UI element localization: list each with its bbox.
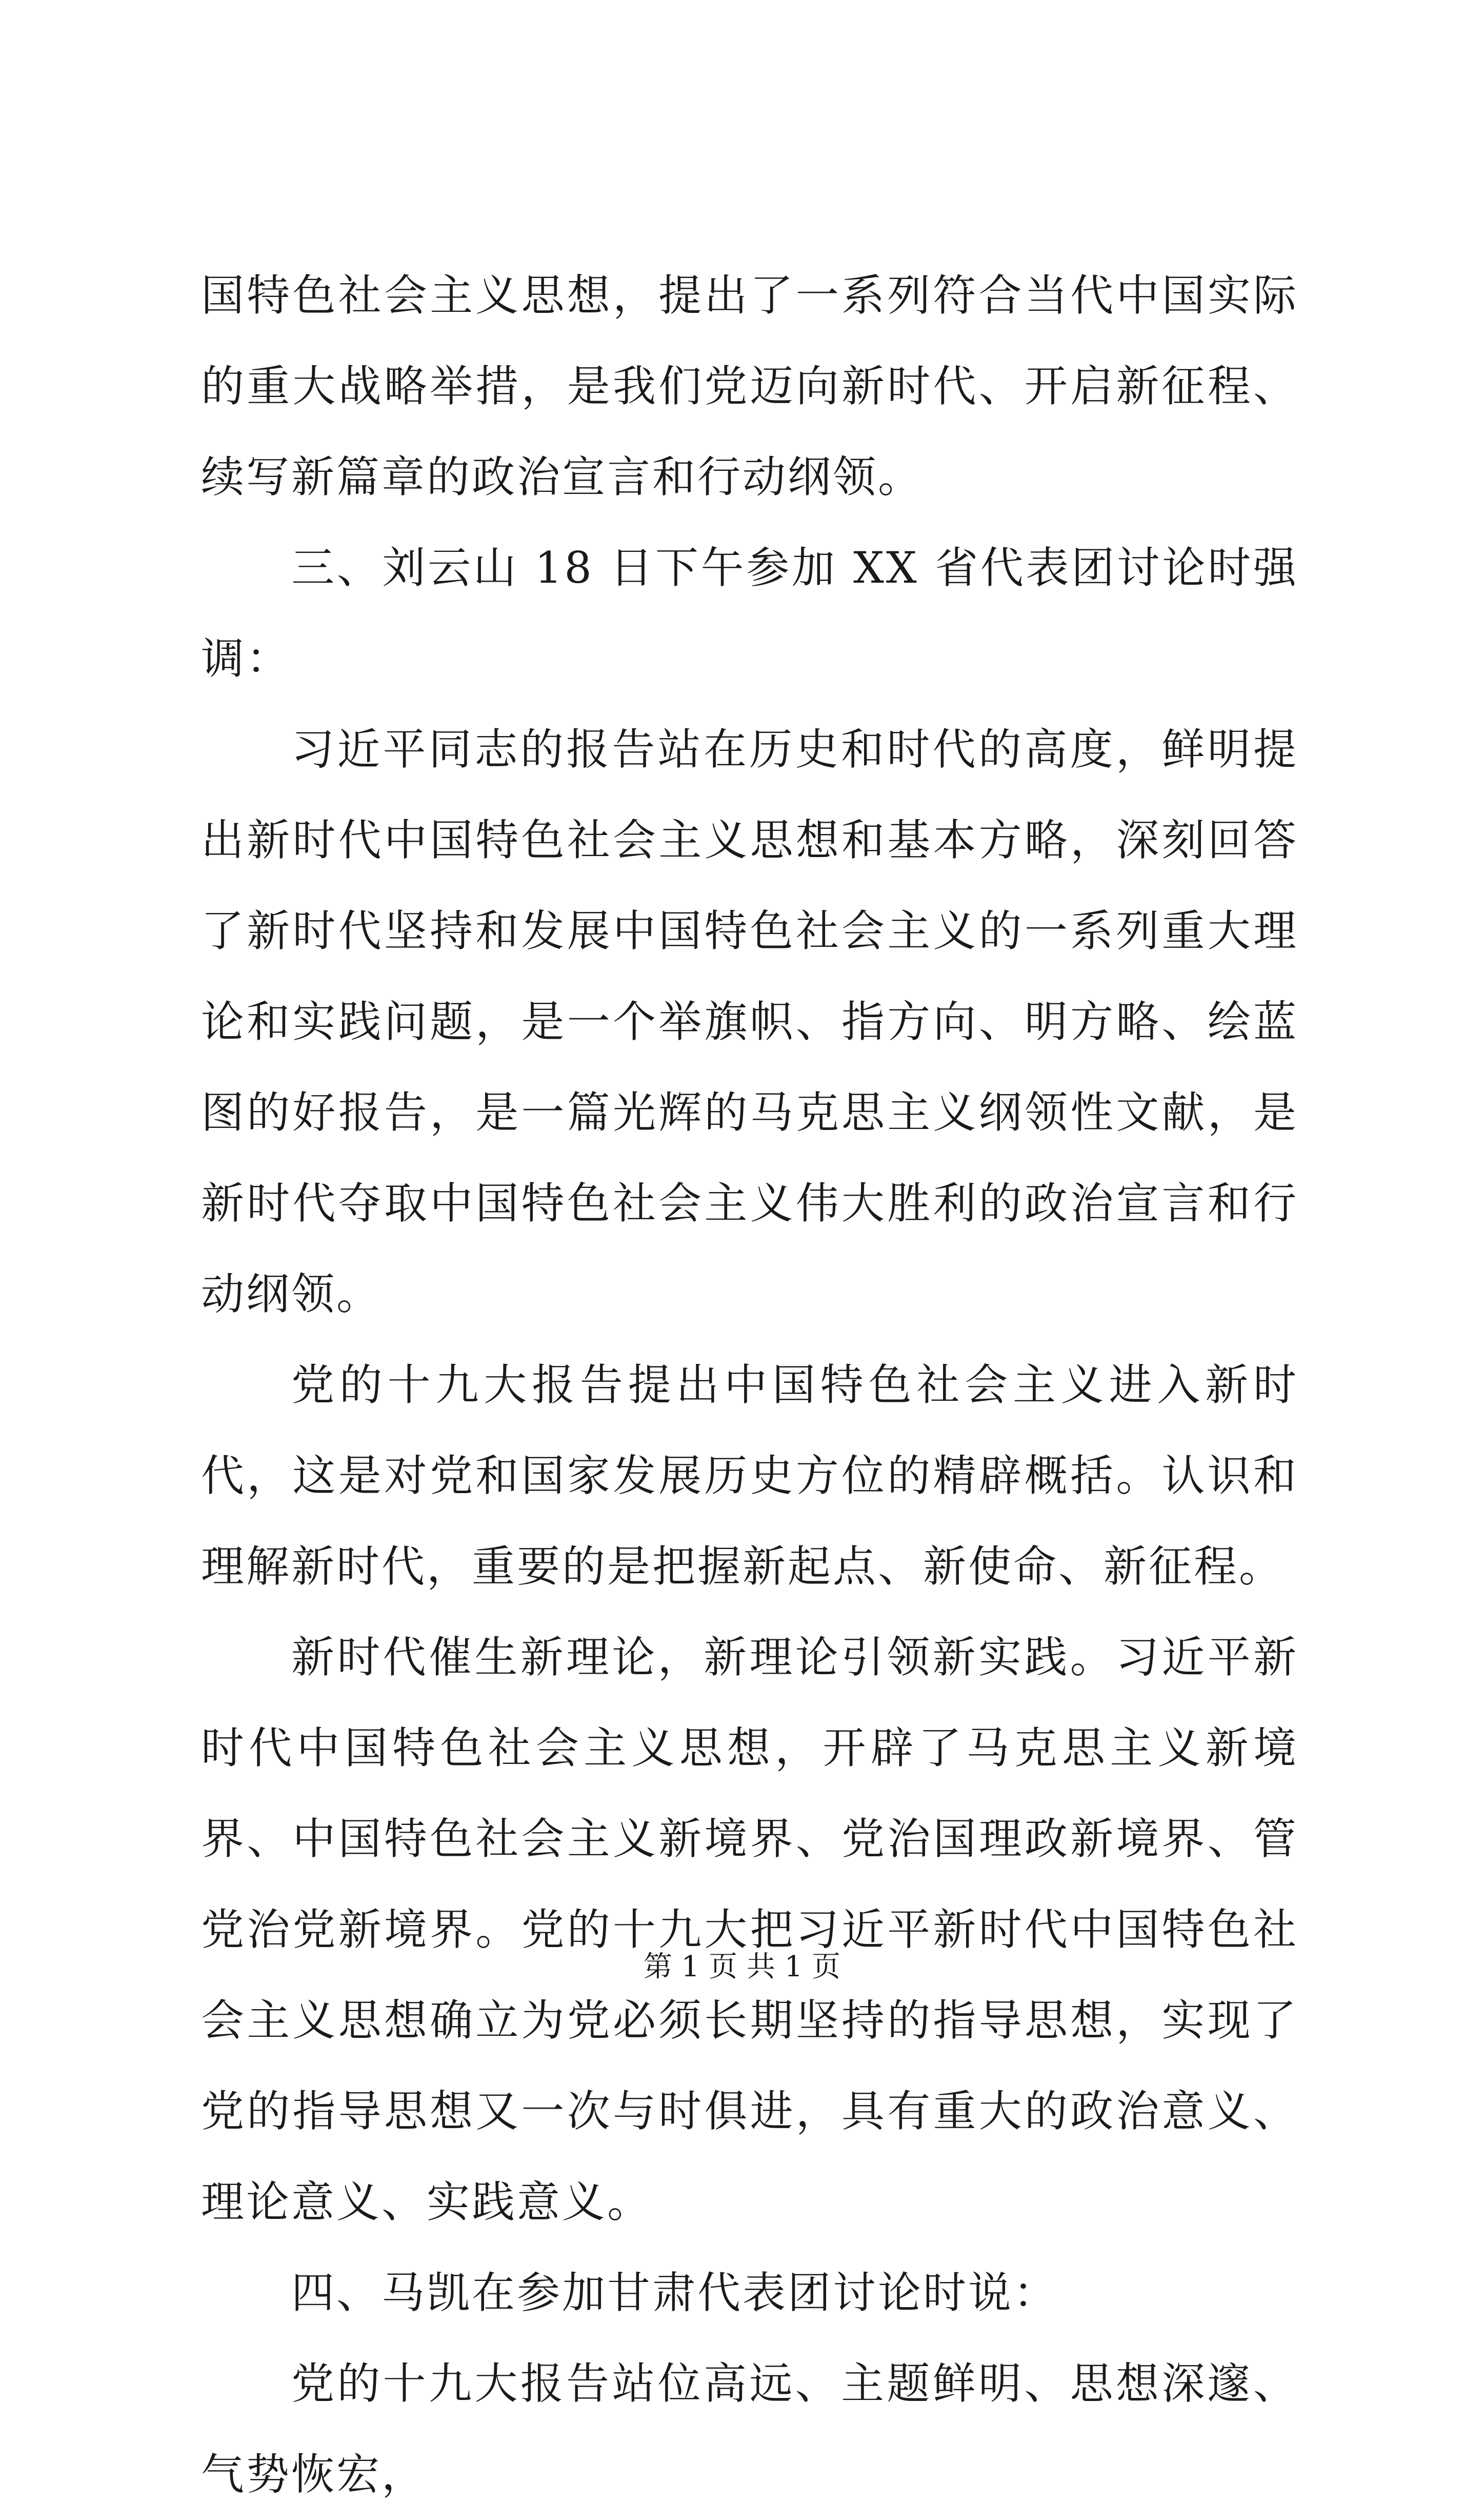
page-number-footer: 第 1 页 共 1 页: [643, 1950, 841, 1983]
paragraph: 习近平同志的报告站在历史和时代的高度，鲜明提出新时代中国特色社会主义思想和基本方略，深刻回答了新时代坚持和发展中国特色社会主义的一系列重大理论和实践问题，是一个举旗帜、指方向、明方略、绘蓝图的好报告，是一篇光辉的马克思主义纲领性文献，是新时代夺取中国特色社会主义伟大胜利的政治宣言和行动纲领。: [201, 724, 1298, 1319]
paragraph: 党的十九大报告提出中国特色社会主义进入新时代，这是对党和国家发展历史方位的精辟概括。认识和理解新时代，重要的是把握新起点、新使命、新征程。: [201, 1360, 1298, 1592]
section-heading-liu-yunshan: 三、刘云山 18 日下午参加 XX 省代表团讨论时强调：: [201, 543, 1298, 684]
paragraph: 党的十九大报告站位高远、主题鲜明、思想深邃、气势恢宏，: [201, 2358, 1298, 2499]
document-body: [201, 250, 1298, 2520]
paragraph-continuation: 国特色社会主义思想，提出了一系列符合当代中国实际的重大战略举措，是我们党迈向新时代、开启新征程、续写新篇章的政治宣言和行动纲领。: [201, 270, 1298, 502]
section-heading-ma-kai: 四、马凯在参加甘肃代表团讨论时说：: [291, 2268, 1059, 2318]
paragraph: 新时代催生新理论，新理论引领新实践。习近平新时代中国特色社会主义思想，开辟了马克思主义新境界、中国特色社会主义新境界、党治国理政新境界、管党治党新境界。党的十九大把习近平新时代中国特色社会主义思想确立为党必须长期坚持的指导思想，实现了党的指导思想又一次与时俱进，具有重大的政治意义、理论意义、实践意义。: [201, 1632, 1298, 2227]
